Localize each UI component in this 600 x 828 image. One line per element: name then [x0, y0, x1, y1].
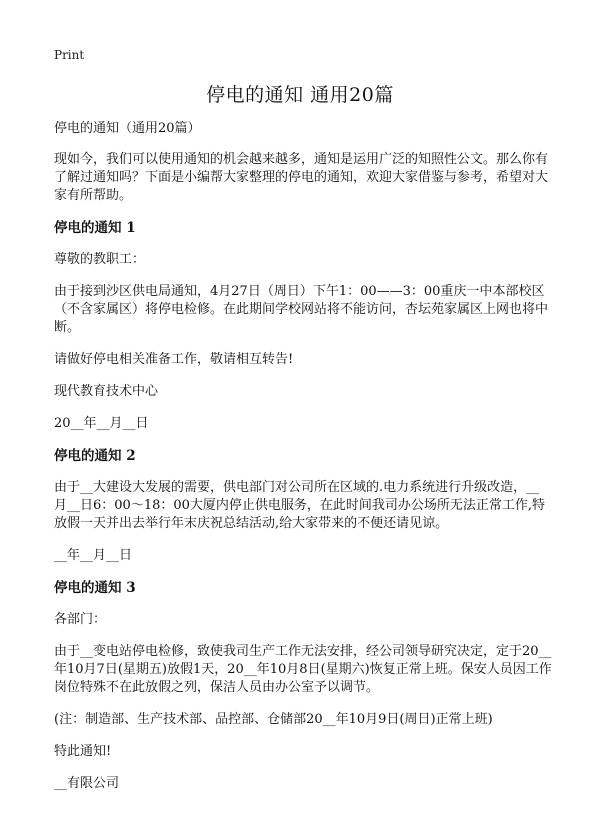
notice-3-note: (注：制造部、生产技术部、品控部、仓储部20__年10月9日(周日)正常上班): [54, 712, 493, 727]
notice-1-heading: 停电的通知 1: [54, 220, 136, 236]
document-content: [54, 120, 552, 807]
intro-paragraph: 现如今，我们可以使用通知的机会越来越多，通知是运用广泛的知照性公文。那么你有了解过通知吗？下面是小编帮大家整理的停电的通知，欢迎大家借鉴与参考，希望对大家有所帮助。: [54, 152, 549, 203]
notice-3-closing: 特此通知!: [54, 744, 112, 759]
page-title: 停电的通知 通用20篇: [206, 84, 394, 106]
notice-1-date: 20__年__月__日: [54, 416, 149, 431]
notice-3-signature: __有限公司: [54, 776, 120, 791]
notice-2-heading: 停电的通知 2: [54, 448, 136, 464]
notice-1-greeting: 尊敬的教职工：: [54, 252, 146, 267]
notice-1-request: 请做好停电相关准备工作，敬请相互转告!: [54, 352, 294, 367]
document-subtitle: 停电的通知（通用20篇）: [54, 121, 201, 136]
notice-2-body: 由于__大建设大发展的需要，供电部门对公司所在区域的.电力系统进行升级改造，__月__日6：00～18：00大厦内停止供电服务，在此时间我司办公场所无法正常工作,特放假一天并出去举行年末庆祝总结活动,给大家带来的不便还请见谅。: [54, 480, 546, 531]
notice-2-date: __年__月__日: [54, 548, 133, 563]
notice-1-signature: 现代教育技术中心: [54, 384, 159, 399]
notice-3-heading: 停电的通知 3: [54, 580, 136, 596]
notice-3-body: 由于__变电站停电检修，致使我司生产工作无法安排，经公司领导研究决定，定于20__年10月7日(星期五)放假1天，20__年10月8日(星期六)恢复正常上班。保安人员因工作岗位特殊不在此放假之列，保洁人员由办公室予以调节。: [54, 644, 552, 695]
notice-3-greeting: 各部门：: [54, 612, 107, 627]
notice-1-body: 由于接到沙区供电局通知，4月27日（周日）下午1：00——3：00重庆一中本部校区（不含家属区）将停电检修。在此期间学校网站将不能访问，杏坛苑家属区上网也将中断。: [54, 284, 549, 335]
print-label: Print: [54, 48, 85, 62]
